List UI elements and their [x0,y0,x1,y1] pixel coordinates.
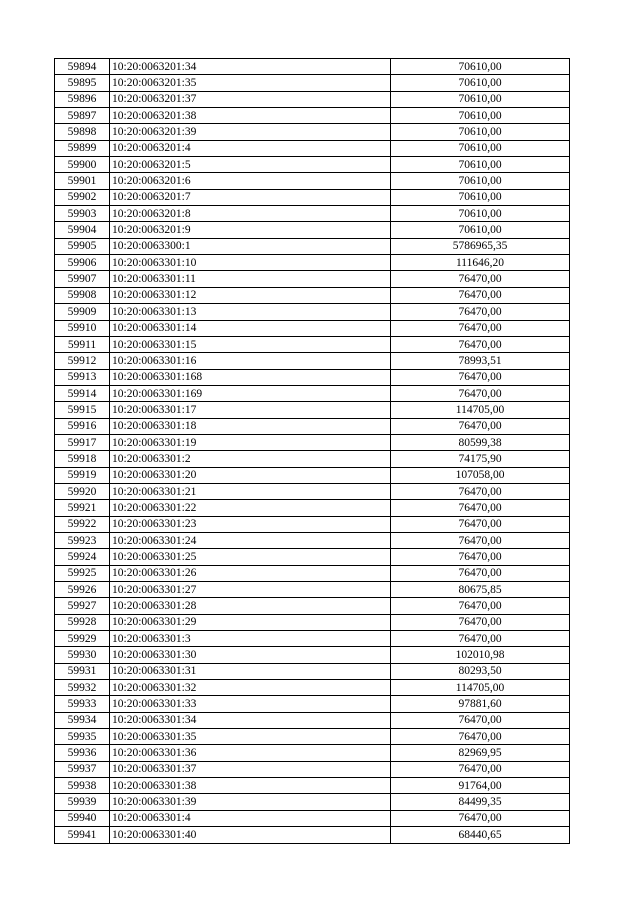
cadastral-number-cell: 10:20:0063301:16 [110,353,391,369]
row-number-cell: 59899 [55,140,110,156]
cadastral-value-cell: 76470,00 [391,532,570,548]
row-number-cell: 59897 [55,108,110,124]
cadastral-value-cell: 107058,00 [391,467,570,483]
cadastral-value-cell: 76470,00 [391,565,570,581]
table-row [55,712,570,728]
table-row [55,565,570,581]
cadastral-number-cell: 10:20:0063300:1 [110,238,391,254]
cadastral-number-cell: 10:20:0063301:29 [110,614,391,630]
cadastral-value-cell: 76470,00 [391,304,570,320]
table-row [55,451,570,467]
row-number-cell: 59914 [55,385,110,401]
table-row [55,255,570,271]
cadastral-value-cell: 76470,00 [391,516,570,532]
cadastral-value-cell: 70610,00 [391,189,570,205]
table-row [55,402,570,418]
cadastral-value-cell: 76470,00 [391,810,570,826]
row-number-cell: 59916 [55,418,110,434]
cadastral-value-cell: 70610,00 [391,173,570,189]
cadastral-value-cell: 111646,20 [391,255,570,271]
cadastral-value-cell: 5786965,35 [391,238,570,254]
row-number-cell: 59932 [55,680,110,696]
row-number-cell: 59905 [55,238,110,254]
row-number-cell: 59941 [55,827,110,843]
cadastral-value-cell: 76470,00 [391,320,570,336]
cadastral-value-cell: 114705,00 [391,402,570,418]
row-number-cell: 59902 [55,189,110,205]
table-row [55,827,570,843]
cadastral-number-cell: 10:20:0063301:40 [110,827,391,843]
cadastral-number-cell: 10:20:0063301:31 [110,663,391,679]
table-row [55,483,570,499]
row-number-cell: 59908 [55,287,110,303]
table-row [55,271,570,287]
row-number-cell: 59934 [55,712,110,728]
cadastral-number-cell: 10:20:0063301:15 [110,336,391,352]
row-number-cell: 59939 [55,794,110,810]
table-row [55,663,570,679]
cadastral-value-cell: 114705,00 [391,680,570,696]
row-number-cell: 59937 [55,761,110,777]
cadastral-value-cell: 74175,90 [391,451,570,467]
table-row [55,680,570,696]
row-number-cell: 59922 [55,516,110,532]
row-number-cell: 59904 [55,222,110,238]
cadastral-number-cell: 10:20:0063301:2 [110,451,391,467]
cadastral-number-cell: 10:20:0063301:3 [110,631,391,647]
table-row [55,320,570,336]
table-row [55,287,570,303]
cadastral-value-cell: 76470,00 [391,369,570,385]
row-number-cell: 59900 [55,157,110,173]
table-row [55,631,570,647]
cadastral-number-cell: 10:20:0063301:21 [110,483,391,499]
cadastral-value-cell: 70610,00 [391,206,570,222]
cadastral-number-cell: 10:20:0063301:13 [110,304,391,320]
cadastral-number-cell: 10:20:0063201:35 [110,75,391,91]
table-row [55,810,570,826]
cadastral-number-cell: 10:20:0063301:11 [110,271,391,287]
row-number-cell: 59938 [55,778,110,794]
table-row [55,761,570,777]
cadastral-number-cell: 10:20:0063201:9 [110,222,391,238]
row-number-cell: 59911 [55,336,110,352]
cadastral-value-cell: 70610,00 [391,157,570,173]
table-row [55,418,570,434]
cadastral-number-cell: 10:20:0063301:28 [110,598,391,614]
table-row [55,157,570,173]
cadastral-value-cell: 70610,00 [391,124,570,140]
row-number-cell: 59936 [55,745,110,761]
cadastral-number-cell: 10:20:0063301:17 [110,402,391,418]
table-row [55,729,570,745]
table-row [55,434,570,450]
cadastral-value-cell: 76470,00 [391,712,570,728]
table-row [55,124,570,140]
cadastral-number-cell: 10:20:0063301:25 [110,549,391,565]
cadastral-value-cell: 70610,00 [391,91,570,107]
cadastral-value-cell: 76470,00 [391,483,570,499]
row-number-cell: 59896 [55,91,110,107]
cadastral-value-cell: 76470,00 [391,729,570,745]
table-row [55,516,570,532]
document-page [54,58,566,844]
table-row [55,647,570,663]
table-row [55,189,570,205]
table-row [55,75,570,91]
cadastral-number-cell: 10:20:0063301:169 [110,385,391,401]
row-number-cell: 59927 [55,598,110,614]
cadastral-value-cell: 76470,00 [391,418,570,434]
cadastral-value-cell: 76470,00 [391,500,570,516]
table-row [55,532,570,548]
cadastral-value-cell: 80293,50 [391,663,570,679]
table-row [55,598,570,614]
row-number-cell: 59894 [55,59,110,75]
row-number-cell: 59909 [55,304,110,320]
table-row [55,745,570,761]
cadastral-number-cell: 10:20:0063301:10 [110,255,391,271]
row-number-cell: 59924 [55,549,110,565]
cadastral-value-cell: 70610,00 [391,108,570,124]
cadastral-number-cell: 10:20:0063201:8 [110,206,391,222]
cadastral-number-cell: 10:20:0063301:12 [110,287,391,303]
row-number-cell: 59930 [55,647,110,663]
table-row [55,549,570,565]
cadastral-number-cell: 10:20:0063301:23 [110,516,391,532]
cadastral-number-cell: 10:20:0063301:26 [110,565,391,581]
cadastral-value-cell: 76470,00 [391,761,570,777]
table-row [55,222,570,238]
row-number-cell: 59895 [55,75,110,91]
cadastral-value-cell: 80675,85 [391,582,570,598]
row-number-cell: 59917 [55,434,110,450]
row-number-cell: 59903 [55,206,110,222]
row-number-cell: 59926 [55,582,110,598]
cadastral-number-cell: 10:20:0063201:39 [110,124,391,140]
cadastral-value-cell: 76470,00 [391,598,570,614]
cadastral-value-cell: 76470,00 [391,271,570,287]
row-number-cell: 59933 [55,696,110,712]
cadastral-number-cell: 10:20:0063301:33 [110,696,391,712]
row-number-cell: 59929 [55,631,110,647]
row-number-cell: 59907 [55,271,110,287]
cadastral-number-cell: 10:20:0063301:24 [110,532,391,548]
cadastral-value-cell: 84499,35 [391,794,570,810]
cadastral-number-cell: 10:20:0063201:7 [110,189,391,205]
table-row [55,173,570,189]
row-number-cell: 59918 [55,451,110,467]
cadastral-number-cell: 10:20:0063201:34 [110,59,391,75]
row-number-cell: 59910 [55,320,110,336]
row-number-cell: 59928 [55,614,110,630]
table-row [55,140,570,156]
table-row [55,91,570,107]
table-row [55,778,570,794]
row-number-cell: 59912 [55,353,110,369]
cadastral-value-cell: 68440,65 [391,827,570,843]
cadastral-value-cell: 91764,00 [391,778,570,794]
cadastral-value-cell: 70610,00 [391,222,570,238]
row-number-cell: 59923 [55,532,110,548]
row-number-cell: 59901 [55,173,110,189]
table-row [55,696,570,712]
cadastral-number-cell: 10:20:0063301:37 [110,761,391,777]
cadastral-number-cell: 10:20:0063301:38 [110,778,391,794]
cadastral-value-cell: 76470,00 [391,287,570,303]
table-row [55,369,570,385]
cadastral-number-cell: 10:20:0063301:34 [110,712,391,728]
cadastral-value-cell: 76470,00 [391,631,570,647]
row-number-cell: 59919 [55,467,110,483]
cadastral-value-cell: 70610,00 [391,59,570,75]
table-body [55,59,570,844]
row-number-cell: 59920 [55,483,110,499]
row-number-cell: 59915 [55,402,110,418]
cadastral-number-cell: 10:20:0063201:4 [110,140,391,156]
cadastral-number-cell: 10:20:0063301:4 [110,810,391,826]
cadastral-value-cell: 102010,98 [391,647,570,663]
cadastral-value-cell: 70610,00 [391,75,570,91]
cadastral-value-cell: 76470,00 [391,614,570,630]
table-row [55,385,570,401]
cadastral-number-cell: 10:20:0063301:168 [110,369,391,385]
table-row [55,467,570,483]
cadastral-number-cell: 10:20:0063201:37 [110,91,391,107]
cadastral-value-cell: 70610,00 [391,140,570,156]
cadastral-number-cell: 10:20:0063301:20 [110,467,391,483]
table-row [55,794,570,810]
table-row [55,59,570,75]
cadastral-value-cell: 78993,51 [391,353,570,369]
cadastral-number-cell: 10:20:0063301:30 [110,647,391,663]
table-row [55,336,570,352]
cadastral-value-cell: 76470,00 [391,549,570,565]
cadastral-number-cell: 10:20:0063301:35 [110,729,391,745]
table-row [55,353,570,369]
cadastral-number-cell: 10:20:0063301:19 [110,434,391,450]
row-number-cell: 59921 [55,500,110,516]
table-row [55,206,570,222]
cadastral-number-cell: 10:20:0063301:39 [110,794,391,810]
table-row [55,304,570,320]
cadastral-number-cell: 10:20:0063201:6 [110,173,391,189]
row-number-cell: 59913 [55,369,110,385]
cadastral-number-cell: 10:20:0063301:36 [110,745,391,761]
table-row [55,582,570,598]
cadastral-value-cell: 76470,00 [391,336,570,352]
table-row [55,614,570,630]
cadastral-number-cell: 10:20:0063301:22 [110,500,391,516]
cadastral-value-cell: 97881,60 [391,696,570,712]
cadastral-number-cell: 10:20:0063301:14 [110,320,391,336]
cadastral-number-cell: 10:20:0063301:32 [110,680,391,696]
row-number-cell: 59898 [55,124,110,140]
cadastral-value-cell: 82969,95 [391,745,570,761]
cadastral-value-cell: 76470,00 [391,385,570,401]
table-row [55,500,570,516]
cadastral-value-cell: 80599,38 [391,434,570,450]
row-number-cell: 59906 [55,255,110,271]
cadastral-number-cell: 10:20:0063201:38 [110,108,391,124]
table-row [55,108,570,124]
row-number-cell: 59931 [55,663,110,679]
cadastral-value-table [54,58,570,844]
row-number-cell: 59940 [55,810,110,826]
cadastral-number-cell: 10:20:0063301:27 [110,582,391,598]
cadastral-number-cell: 10:20:0063301:18 [110,418,391,434]
table-row [55,238,570,254]
row-number-cell: 59935 [55,729,110,745]
row-number-cell: 59925 [55,565,110,581]
cadastral-number-cell: 10:20:0063201:5 [110,157,391,173]
